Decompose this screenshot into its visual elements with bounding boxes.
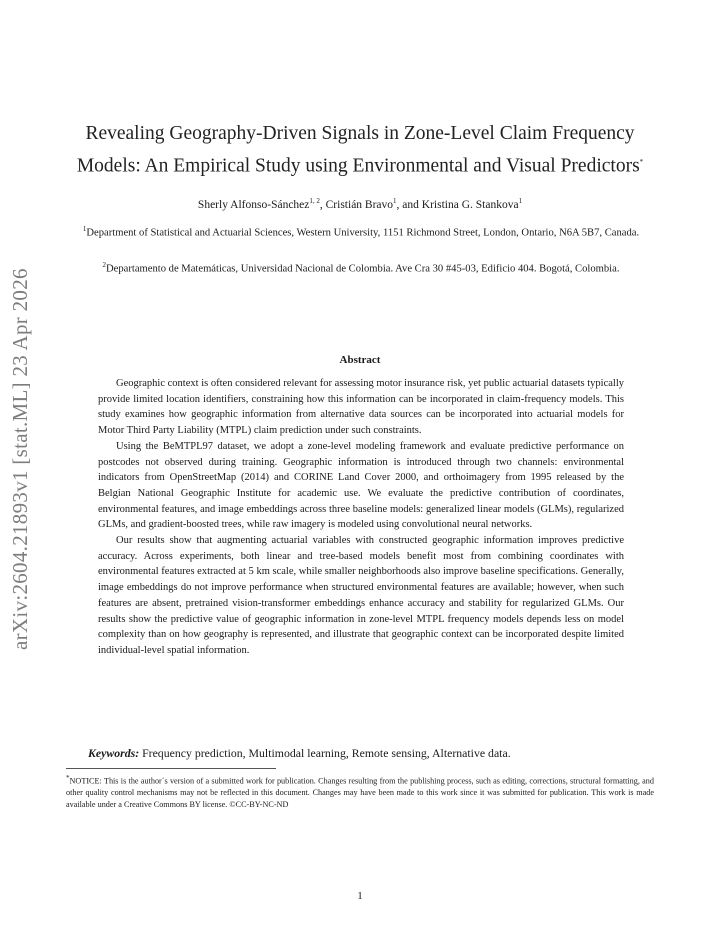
affiliation-mark: 2 <box>102 261 106 269</box>
arxiv-identifier: arXiv:2604.21893v1 [stat.ML] 23 Apr 2026 <box>8 268 32 650</box>
page-number: 1 <box>357 890 363 902</box>
footnote <box>66 773 654 811</box>
title-footnote-mark: * <box>639 158 644 166</box>
author-affil-mark: 1, 2 <box>309 197 320 205</box>
abstract-body <box>98 376 624 659</box>
author-name: , and Kristina G. Stankova <box>396 198 519 211</box>
abstract-heading: Abstract <box>339 354 381 366</box>
abstract-paragraph: Our results show that augmenting actuarial variables with constructed geographic information improves predictive accuracy. Across experiments, both linear and tree-based models benefit most from combining coordinates with environmental features extracted at 5 km scale, while smaller neighborhoods also improve baseline specifications. Generally, image embeddings do not improve performance when structured environmental features are available; however, when such features are absent, pretrained vision-transformer embeddings enhance accuracy and stability for regularized GLMs. Our results show the predictive value of geographic information in zone-level MTPL frequency models depends less on model complexity than on how geography is represented, and illustrate that geographic context can be incorporated despite limited individual-level spatial information. <box>98 535 624 656</box>
affiliation-text: Department of Statistical and Actuarial Sciences, Western University, 1151 Richmond Street, London, Ontario, N6A 5B7, Canada. <box>86 227 640 239</box>
author-name: Sherly Alfonso-Sánchez <box>197 198 310 211</box>
author-affil-mark: 1 <box>393 197 397 205</box>
affiliation-text: Departamento de Matemáticas, Universidad Nacional de Colombia. Ave Cra 30 #45-03, Edificio 404. Bogotá, Colombia. <box>106 263 620 275</box>
keywords-label: Keywords: <box>88 746 140 760</box>
keywords-text: Frequency prediction, Multimodal learning, Remote sensing, Alternative data. <box>142 746 511 760</box>
abstract-paragraph: Geographic context is often considered relevant for assessing motor insurance risk, yet public actuarial datasets typically provide limited location identifiers, constraining how this information can be incorporated in claim-frequency models. This study examines how geographic information from alternative data sources can be incorporated into actuarial models for Motor Third Party Liability (MTPL) claim prediction under such constraints. <box>98 378 624 437</box>
footnote-mark: * <box>66 774 70 782</box>
abstract-paragraph: Using the BeMTPL97 dataset, we adopt a zone-level modeling framework and evaluate predictive performance on postcodes not observed during training. Geographic information is introduced through two channels: environmental indicators from OpenStreetMap (2014) and CORINE Land Cover 2000, and orthoimagery from 1995 released by the Belgian National Geographic Institute for academic use. We evaluate the predictive contribution of coordinates, environmental features, and image embeddings across three baseline models: generalized linear models (GLMs), regularized GLMs, and gradient-boosted trees, while raw imagery is modeled using convolutional neural networks. <box>98 440 624 531</box>
title-line-2: Models: An Empirical Study using Environmental and Visual Predictors <box>76 155 640 177</box>
keywords-line <box>88 746 648 761</box>
paper-title <box>60 120 660 181</box>
author-name: , Cristián Bravo <box>319 198 394 211</box>
footnote-text: NOTICE: This is the author´s version of a submitted work for publication. Changes resulting from the publishing process, such as editing, corrections, structural formatting, and other quality control mechanisms may not be reflected in this document. Changes may have been made to this work since it was submitted for publication. This work is made available under a Creative Commons BY license. ©CC-BY-NC-ND <box>66 776 654 809</box>
title-line-1: Revealing Geography-Driven Signals in Zone-Level Claim Frequency <box>85 123 635 144</box>
author-affil-mark: 1 <box>518 197 523 205</box>
author-list <box>60 194 660 212</box>
affiliation-mark: 1 <box>82 225 87 233</box>
affiliation-2 <box>66 258 656 277</box>
footnote-divider <box>66 768 276 769</box>
affiliation-1 <box>66 222 656 241</box>
